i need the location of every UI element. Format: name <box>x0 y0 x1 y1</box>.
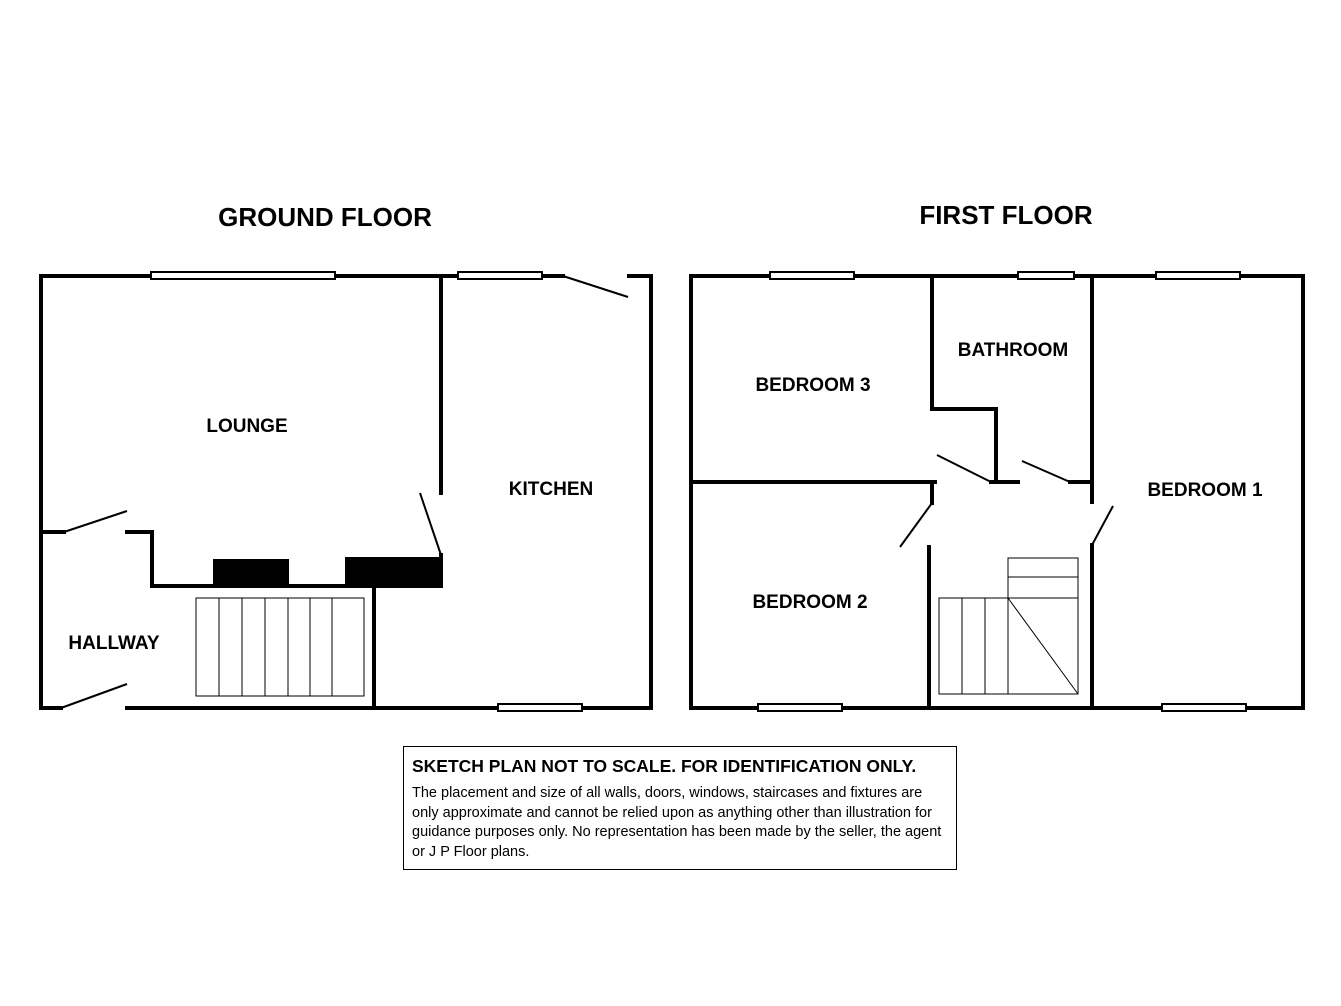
room-label-bedroom3: BEDROOM 3 <box>755 375 871 396</box>
window <box>458 272 542 279</box>
room-label-kitchen: KITCHEN <box>508 479 594 500</box>
first-floor-staircase <box>939 558 1078 694</box>
ground-floor-title: GROUND FLOOR <box>218 202 432 232</box>
bathroom-door <box>1022 461 1070 482</box>
room-label-hallway: HALLWAY <box>68 633 160 654</box>
kitchen-back-door <box>563 276 628 297</box>
disclaimer-heading: SKETCH PLAN NOT TO SCALE. FOR IDENTIFICATION ONLY. <box>412 756 917 776</box>
first-floor-plan <box>691 272 1303 711</box>
window <box>1018 272 1074 279</box>
lounge-kitchen-door <box>420 493 441 555</box>
first-floor-title: FIRST FLOOR <box>919 200 1093 230</box>
ground-floor-plan <box>41 272 651 711</box>
room-label-bedroom1: BEDROOM 1 <box>1147 480 1263 501</box>
window <box>758 704 842 711</box>
bedroom2-door <box>900 503 932 547</box>
window <box>770 272 854 279</box>
room-label-bathroom: BATHROOM <box>957 340 1069 361</box>
bedroom1-door <box>1092 506 1113 545</box>
window <box>151 272 335 279</box>
room-label-bedroom2: BEDROOM 2 <box>752 592 868 613</box>
window <box>1162 704 1246 711</box>
disclaimer-body: The placement and size of all walls, doors, windows, staircases and fixtures are only approximate and cannot be relied upon as anything other than illustration for guidance purposes only. No representation has been made by the seller, the agent or J P Floor plans. <box>412 785 942 860</box>
ground-floor-staircase <box>196 598 364 696</box>
hallway-lounge-door <box>64 511 127 532</box>
front-door <box>61 684 127 708</box>
chimney-breast <box>345 557 443 586</box>
chimney-breast <box>213 559 289 586</box>
room-label-lounge: LOUNGE <box>206 416 288 437</box>
disclaimer-box <box>403 746 957 870</box>
window <box>1156 272 1240 279</box>
bedroom3-door <box>937 455 991 482</box>
window <box>498 704 582 711</box>
